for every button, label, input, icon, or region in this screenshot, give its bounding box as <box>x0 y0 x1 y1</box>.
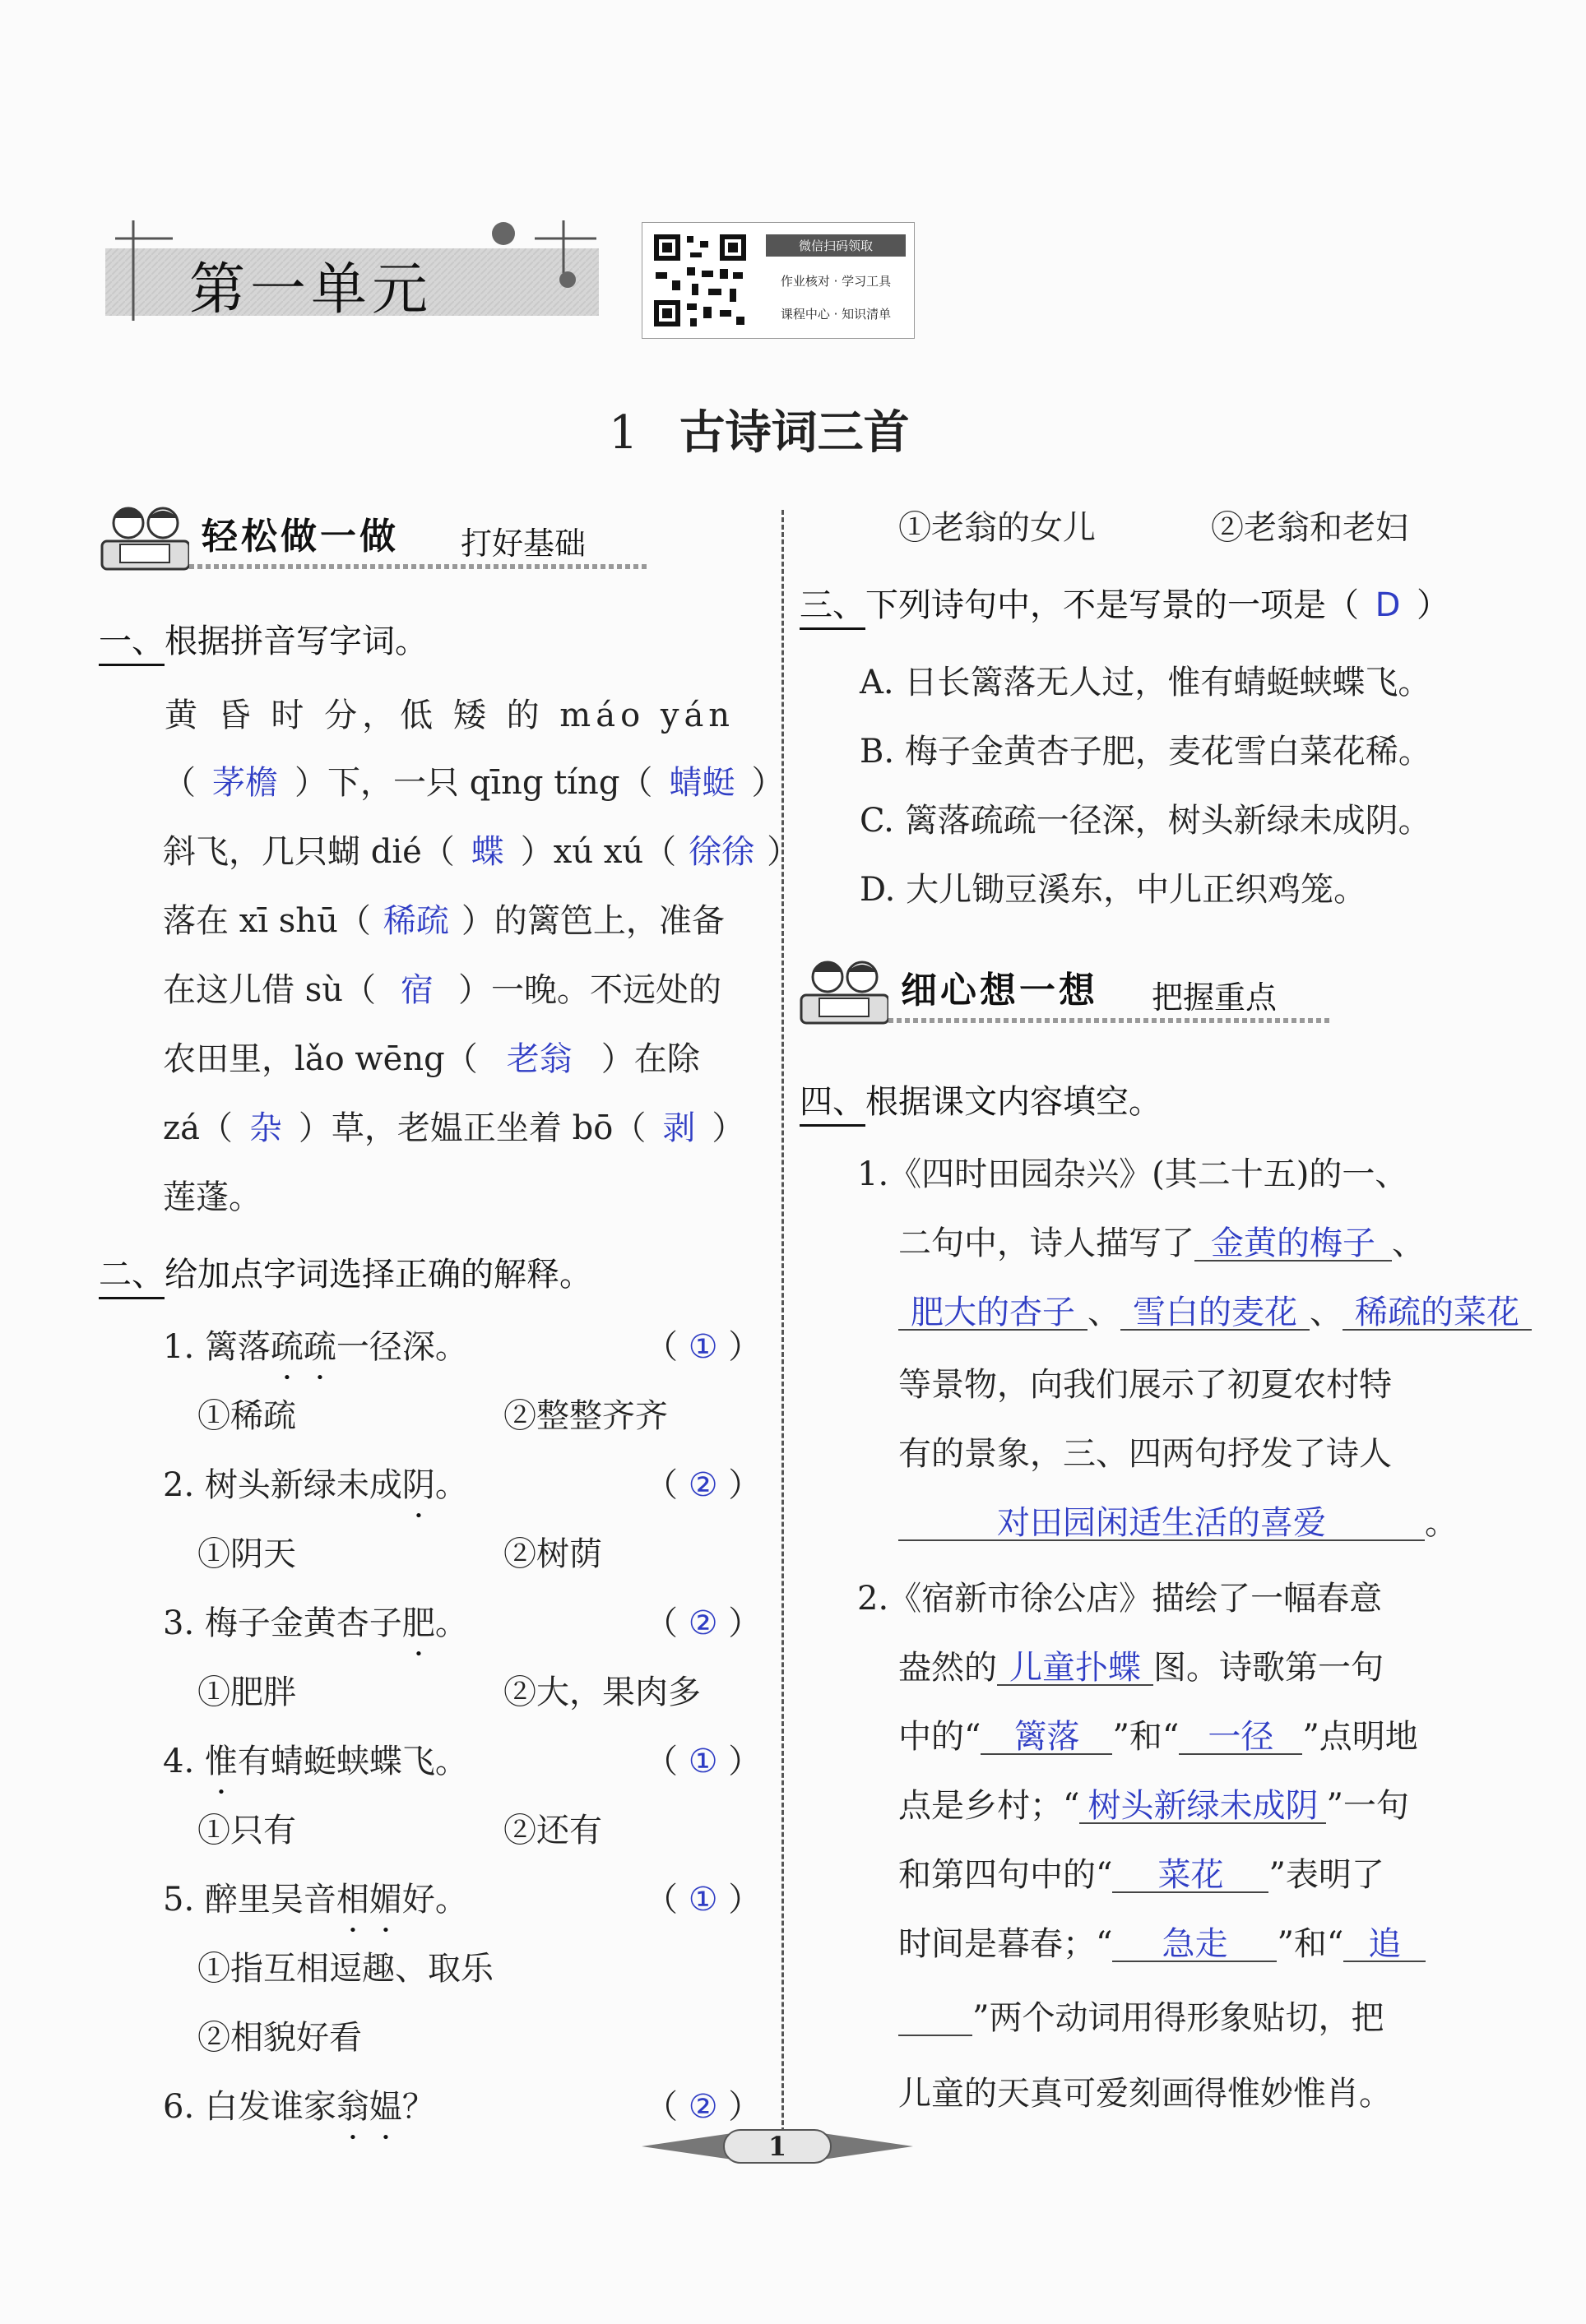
banner-basic-title: 轻松做一做 <box>202 516 399 558</box>
q4-number: 四、 <box>800 1083 865 1127</box>
q4-p2-line-b <box>898 1651 1384 1686</box>
q2-item-3-opt1: ①肥胖 <box>197 1674 296 1711</box>
q4-text: ”两个动词用得形象贴切，把 <box>972 1999 1384 2037</box>
q3-option-c: C. 篱落疏疏一径深，树头新绿未成阴。 <box>860 802 1431 840</box>
q1-line-7 <box>163 1109 745 1147</box>
unit-header <box>99 215 601 322</box>
q1-answer-laoweng[interactable]: 老翁 <box>506 1040 573 1078</box>
q1-line-8: 莲蓬。 <box>163 1178 262 1216</box>
q1-text: ）一晚。不远处的 <box>458 971 722 1009</box>
q2-item-5-opt1: ①指互相逗趣、取乐 <box>197 1950 494 1988</box>
banner-key-title: 细心想一想 <box>901 970 1098 1012</box>
q2-item-4-answer[interactable]: ① <box>688 1743 718 1780</box>
q1-text: 斜飞，几只蝴 dié（ <box>163 833 455 871</box>
q2-item-3-question: 3. 梅子金黄杏子肥。 <box>163 1604 468 1642</box>
q4-p2-blank-3[interactable]: 一径 <box>1179 1720 1302 1755</box>
q1-text: zá（ <box>163 1109 233 1147</box>
column-divider <box>781 510 784 2155</box>
q4-text: 、 <box>1310 1294 1343 1331</box>
q1-answer-xuxu[interactable]: 徐徐 <box>689 833 755 871</box>
q4-text: 图。诗歌第一句 <box>1153 1649 1384 1687</box>
qr-box-title: 微信扫码领取 <box>766 234 906 257</box>
q3-heading <box>800 586 1449 624</box>
q4-p1-blank-2[interactable]: 肥大的杏子 <box>898 1296 1087 1331</box>
section-banner-basic <box>99 500 658 562</box>
q1-text: ）xú xú（ <box>520 833 677 871</box>
q4-p1-blank-4[interactable]: 稀疏的菜花 <box>1343 1296 1532 1331</box>
q4-text: ”和“ <box>1277 1925 1344 1963</box>
q1-text: ） <box>751 764 785 802</box>
qr-code-icon[interactable] <box>651 231 749 330</box>
q4-text: 点是乡村；“ <box>898 1787 1080 1825</box>
q2-item-6-bracket: （ ② ） <box>645 2088 762 2126</box>
q4-p2-line-h: 儿童的天真可爱刻画得惟妙惟肖。 <box>898 2075 1392 2113</box>
q4-text: 中的“ <box>898 1718 981 1756</box>
q1-answer-bo[interactable]: 剥 <box>662 1109 696 1147</box>
q4-p1-blank-3[interactable]: 雪白的麦花 <box>1120 1296 1310 1331</box>
qr-code-box[interactable] <box>642 222 915 339</box>
q4-text: 、 <box>1087 1294 1120 1331</box>
q1-text: ） <box>767 833 800 871</box>
q1-answer-xishu[interactable]: 稀疏 <box>383 902 449 940</box>
unit-title: 第一单元 <box>189 257 434 322</box>
students-reading-icon <box>99 500 189 571</box>
q4-text: 根据课文内容填空。 <box>865 1083 1162 1121</box>
q2-item-2-bracket: （ ② ） <box>645 1466 762 1504</box>
q3-answer[interactable]: D <box>1375 586 1401 624</box>
q2-item-5-opt2: ②相貌好看 <box>197 2019 362 2057</box>
q2-item-4-opt2: ②还有 <box>503 1812 602 1849</box>
q4-text: 和第四句中的“ <box>898 1856 1113 1894</box>
q4-p2-line-g <box>898 1999 1384 2037</box>
q4-p2-line-e <box>898 1856 1384 1894</box>
q4-p2-line-a: 2.《宿新市徐公店》描绘了一幅春意 <box>857 1580 1383 1618</box>
q4-text: ”点明地 <box>1302 1718 1418 1756</box>
q2-item-3-answer[interactable]: ② <box>688 1604 718 1642</box>
q2-item-4-question: 4. 惟有蜻蜓蛱蝶飞。 <box>163 1743 468 1780</box>
q3-option-d: D. 大儿锄豆溪东，中儿正织鸡笼。 <box>860 871 1367 909</box>
q2-item-6-question: 6. 白发谁家翁媪？ <box>163 2088 435 2126</box>
q4-p1-line-blanks <box>898 1296 1532 1331</box>
q2-item-5-question: 5. 醉里吴音相媚好。 <box>163 1881 468 1919</box>
q2-item-5-answer[interactable]: ① <box>688 1881 718 1919</box>
q4-text: 盎然的 <box>898 1649 997 1687</box>
q4-p1-blank-5[interactable]: 对田园闲适生活的喜爱 <box>898 1507 1425 1541</box>
q1-text: 根据拼音写字词。 <box>165 623 428 660</box>
q3-number: 三、 <box>800 586 865 630</box>
q1-text: 在这儿借 sù（ <box>163 971 377 1009</box>
q4-p2-blank-7-continued <box>898 2002 972 2036</box>
q3-text: 下列诗句中，不是写景的一项是（ <box>865 586 1359 624</box>
q1-answer-die[interactable]: 蝶 <box>471 833 504 871</box>
q1-line-3 <box>163 833 800 871</box>
q1-line-4 <box>163 902 725 940</box>
q1-text: ）草，老媪正坐着 bō（ <box>298 1109 647 1147</box>
page-number: 1 <box>767 2131 787 2162</box>
q1-text: ）的篱笆上，准备 <box>461 902 725 940</box>
qr-box-line1: 作业核对 · 学习工具 <box>780 274 892 289</box>
q1-text: 农田里，lǎo wēng（ <box>163 1040 478 1078</box>
q4-text: 二句中，诗人描写了 <box>898 1224 1194 1262</box>
q1-line-6 <box>163 1040 700 1078</box>
q2-item-6-answer[interactable]: ② <box>688 2088 718 2126</box>
q4-text: 。 <box>1425 1504 1458 1542</box>
q2-item-6-opt2: ②老翁和老妇 <box>1211 509 1408 547</box>
q2-item-3-opt2: ②大，果肉多 <box>503 1674 701 1711</box>
q4-text: ”一句 <box>1326 1787 1409 1825</box>
q1-number: 一、 <box>99 623 165 666</box>
q2-item-1-opt2: ②整整齐齐 <box>503 1397 668 1435</box>
q4-heading <box>800 1083 1162 1121</box>
q1-text: （ <box>163 764 196 802</box>
q4-p1-blank-1[interactable]: 金黄的梅子 <box>1194 1227 1392 1262</box>
q4-p2-blank-5[interactable]: 菜花 <box>1112 1859 1268 1893</box>
q2-item-2-opt1: ①阴天 <box>197 1535 296 1573</box>
q3-bracket-end: ） <box>1417 586 1449 624</box>
q4-p2-line-f <box>898 1925 1426 1963</box>
q4-text: ”表明了 <box>1268 1856 1384 1894</box>
q2-item-4-opt1: ①只有 <box>197 1812 296 1849</box>
q1-heading <box>99 625 428 658</box>
q2-item-1-bracket: （ ① ） <box>645 1328 762 1366</box>
q1-text: 落在 xī shū（ <box>163 902 371 940</box>
q1-answer-su[interactable]: 宿 <box>401 971 434 1009</box>
q2-item-1-opt1: ①稀疏 <box>197 1397 296 1435</box>
q2-item-1-answer[interactable]: ① <box>688 1328 718 1366</box>
q3-option-a: A. 日长篱落无人过，惟有蜻蜓蛱蝶飞。 <box>860 664 1431 701</box>
q2-item-2-question: 2. 树头新绿未成阴。 <box>163 1466 468 1504</box>
q4-p1-line-c: 等景物，向我们展示了初夏农村特 <box>898 1366 1392 1404</box>
q1-line-1: 黄 昏 时 分，低 矮 的 máo yán <box>165 697 735 734</box>
q4-p2-blank-7[interactable]: 追 <box>1343 1928 1426 1962</box>
q1-text: ）下，一只 qīng tíng（ <box>294 764 653 802</box>
q4-p2-blank-4[interactable]: 树头新绿未成阴 <box>1079 1789 1326 1824</box>
q2-item-4-bracket: （ ① ） <box>645 1743 762 1780</box>
q2-item-5-bracket: （ ① ） <box>645 1881 762 1919</box>
lesson-name: 古诗词三首 <box>679 405 910 460</box>
students-reading-icon <box>798 954 888 1025</box>
q4-p2-blank-6[interactable]: 急走 <box>1112 1928 1277 1962</box>
q4-p1-line-d: 有的景象，三、四两句抒发了诗人 <box>898 1435 1392 1473</box>
q1-answer-maoyan[interactable]: 茅檐 <box>212 764 278 802</box>
q1-answer-qingting[interactable]: 蜻蜓 <box>669 764 735 802</box>
q2-item-6-opt1: ①老翁的女儿 <box>898 509 1096 547</box>
q4-p2-line-c <box>898 1720 1418 1755</box>
banner-basic-subtitle: 打好基础 <box>461 525 587 562</box>
lesson-number: 1 <box>609 406 638 460</box>
q4-text: 、 <box>1392 1224 1425 1262</box>
q4-p1-line-a: 1.《四时田园杂兴》(其二十五)的一、 <box>857 1155 1408 1193</box>
section-banner-key <box>798 954 1341 1016</box>
banner-key-subtitle: 把握重点 <box>1152 979 1278 1016</box>
q2-item-2-answer[interactable]: ② <box>688 1466 718 1504</box>
banner-basic-underline <box>189 564 650 569</box>
q1-text: ）在除 <box>601 1040 700 1078</box>
q2-text: 给加点字词选择正确的解释。 <box>165 1256 592 1294</box>
qr-box-line2: 课程中心 · 知识清单 <box>780 307 892 322</box>
lesson-title <box>609 396 910 462</box>
q2-heading <box>99 1256 592 1294</box>
q2-item-1-question: 1. 篱落疏疏一径深。 <box>163 1328 468 1366</box>
q4-p2-blank-2[interactable]: 篱落 <box>981 1720 1112 1755</box>
q1-answer-za[interactable]: 杂 <box>248 1109 282 1147</box>
q2-number: 二、 <box>99 1256 165 1299</box>
banner-key-underline <box>888 1018 1333 1023</box>
page-number-ornament <box>642 2122 913 2171</box>
q1-line-2 <box>163 764 785 802</box>
q4-p1-line-e <box>898 1504 1458 1542</box>
q4-text: 时间是暮春；“ <box>898 1925 1113 1963</box>
q4-p1-line-b <box>898 1224 1425 1262</box>
q2-item-2-opt2: ②树荫 <box>503 1535 602 1573</box>
q1-line-5 <box>163 971 722 1009</box>
q4-p2-blank-1[interactable]: 儿童扑蝶 <box>997 1651 1153 1686</box>
q4-text: ”和“ <box>1112 1718 1180 1756</box>
q3-option-b: B. 梅子金黄杏子肥，麦花雪白菜花稀。 <box>860 733 1431 771</box>
q4-p2-line-d <box>898 1789 1409 1824</box>
q1-text: ） <box>712 1109 745 1147</box>
q2-item-3-bracket: （ ② ） <box>645 1604 762 1642</box>
